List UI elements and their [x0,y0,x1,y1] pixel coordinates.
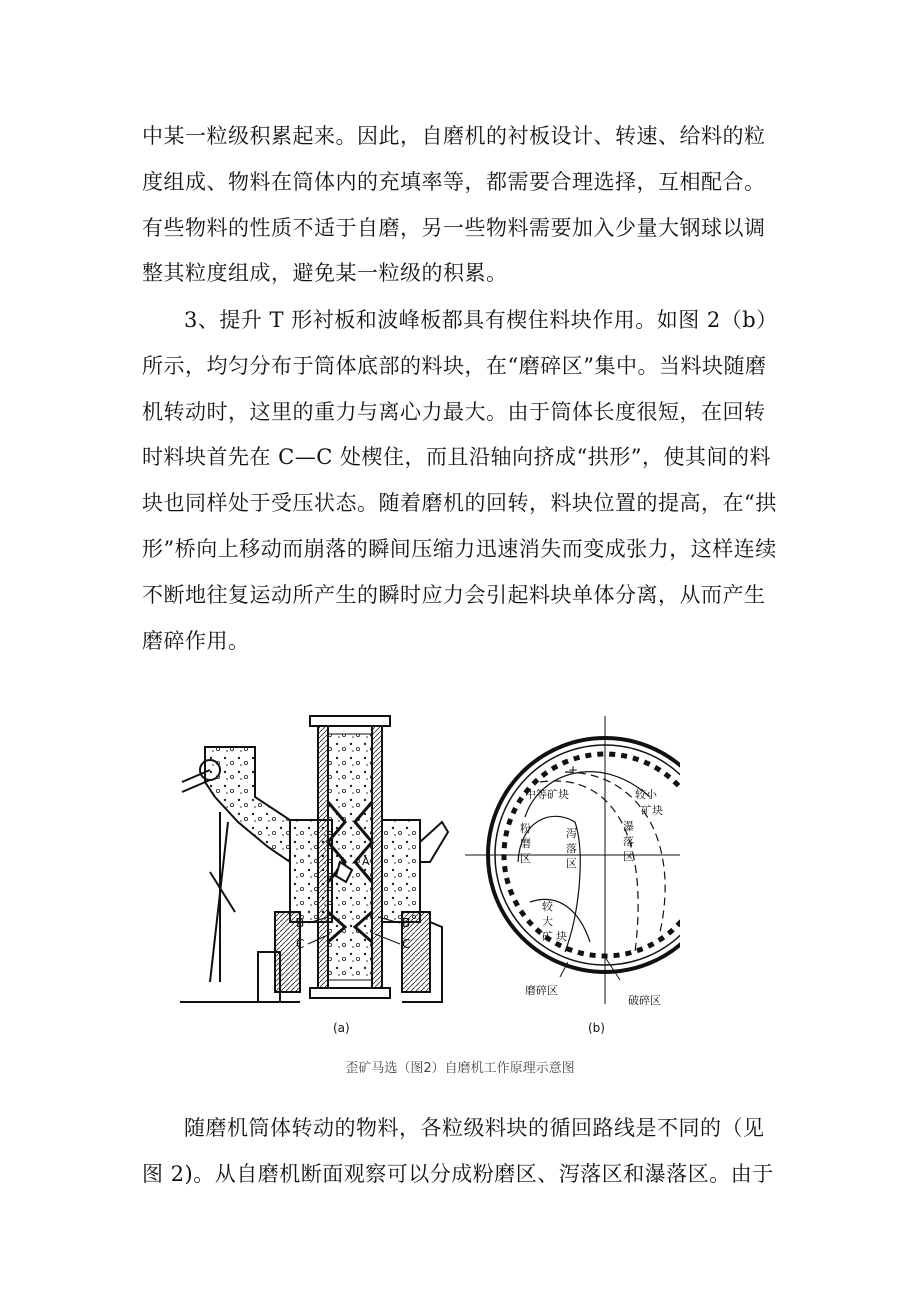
feed-chute [182,747,290,982]
left-trunnion [180,820,332,1002]
zone-larger-ore-1: 较 [542,900,553,913]
plus-mark: + [568,763,579,777]
label-c-left: C [296,937,305,951]
zone-larger-ore-2: 大 [542,915,553,928]
sublabel-b: (b) [588,1021,605,1035]
label-c-right: C [402,937,411,951]
mill-shell [310,716,390,998]
paragraph-2: 3、提升 T 形衬板和波峰板都具有楔住料块作用。如图 2（b）所示，均匀分布于筒体底部的料块，在“磨碎区”集中。当料块随磨机转动时，这里的重力与离心力最大。由于筒体长度很短，在回转时料块首先在 C—C 处楔住，而且沿轴向挤成“拱形”，使其间的料块也同样处于受压状态。随着磨机的回转，料块位置的提高，在“拱形”桥向上移动而崩落的瞬间压缩力迅速消失而变成张力，这样连续不断地往复运动所产生的瞬时应力会引起料块单体分离，从而产生磨碎作用。 [142,308,778,653]
zone-grinding-1: 粉 [520,822,531,835]
mill-diagram-figure [180,712,680,1044]
zone-grinding-3: 区 [520,852,531,865]
zone-larger-ore-4: 块 [556,930,567,943]
zone-smaller-ore-1: 较小 [635,788,657,801]
section-view-a [180,716,448,1035]
label-attrition-zone: 磨碎区 [525,984,558,997]
label-a-right: A [362,855,370,868]
label-b-left: B [296,916,305,930]
sublabel-a: (a) [333,1021,350,1035]
paragraph-1: 中某一粒级积累起来。因此，自磨机的衬板设计、转速、给料的粒度组成、物料在筒体内的充填率等，都需要合理选择，互相配合。有些物料的性质不适于自磨，另一些物料需要加入少量大钢球以调整其粒度组成，避免某一粒级的积累。 [142,124,766,286]
zone-smaller-ore-2: 矿块 [641,804,663,817]
zone-cascade-3: 区 [566,857,577,870]
right-trunnion [382,820,448,1002]
label-a-left: A [339,855,347,868]
label-b-right: B [402,916,411,930]
figure-caption: 歪矿马选（图2）自磨机工作原理示意图 [345,1061,575,1076]
zone-medium-ore: 中等矿块 [525,788,569,801]
zone-larger-ore-3: 矿 [542,930,553,943]
zone-grinding-2: 磨 [520,837,531,850]
zone-cataract-2: 落 [623,835,634,848]
cross-section-b [465,716,680,1035]
label-crushing-zone: 破碎区 [628,994,661,1007]
zone-cataract-3: 区 [623,850,634,863]
zone-cascade-2: 落 [566,842,577,855]
zone-cascade-1: 泻 [566,827,577,840]
zone-cataract-1: 瀑 [623,820,634,833]
paragraph-3: 随磨机筒体转动的物料，各粒级料块的循回路线是不同的（见图 2)。从自磨机断面观察可以分成粉磨区、泻落区和瀑落区。由于 [142,1116,774,1186]
